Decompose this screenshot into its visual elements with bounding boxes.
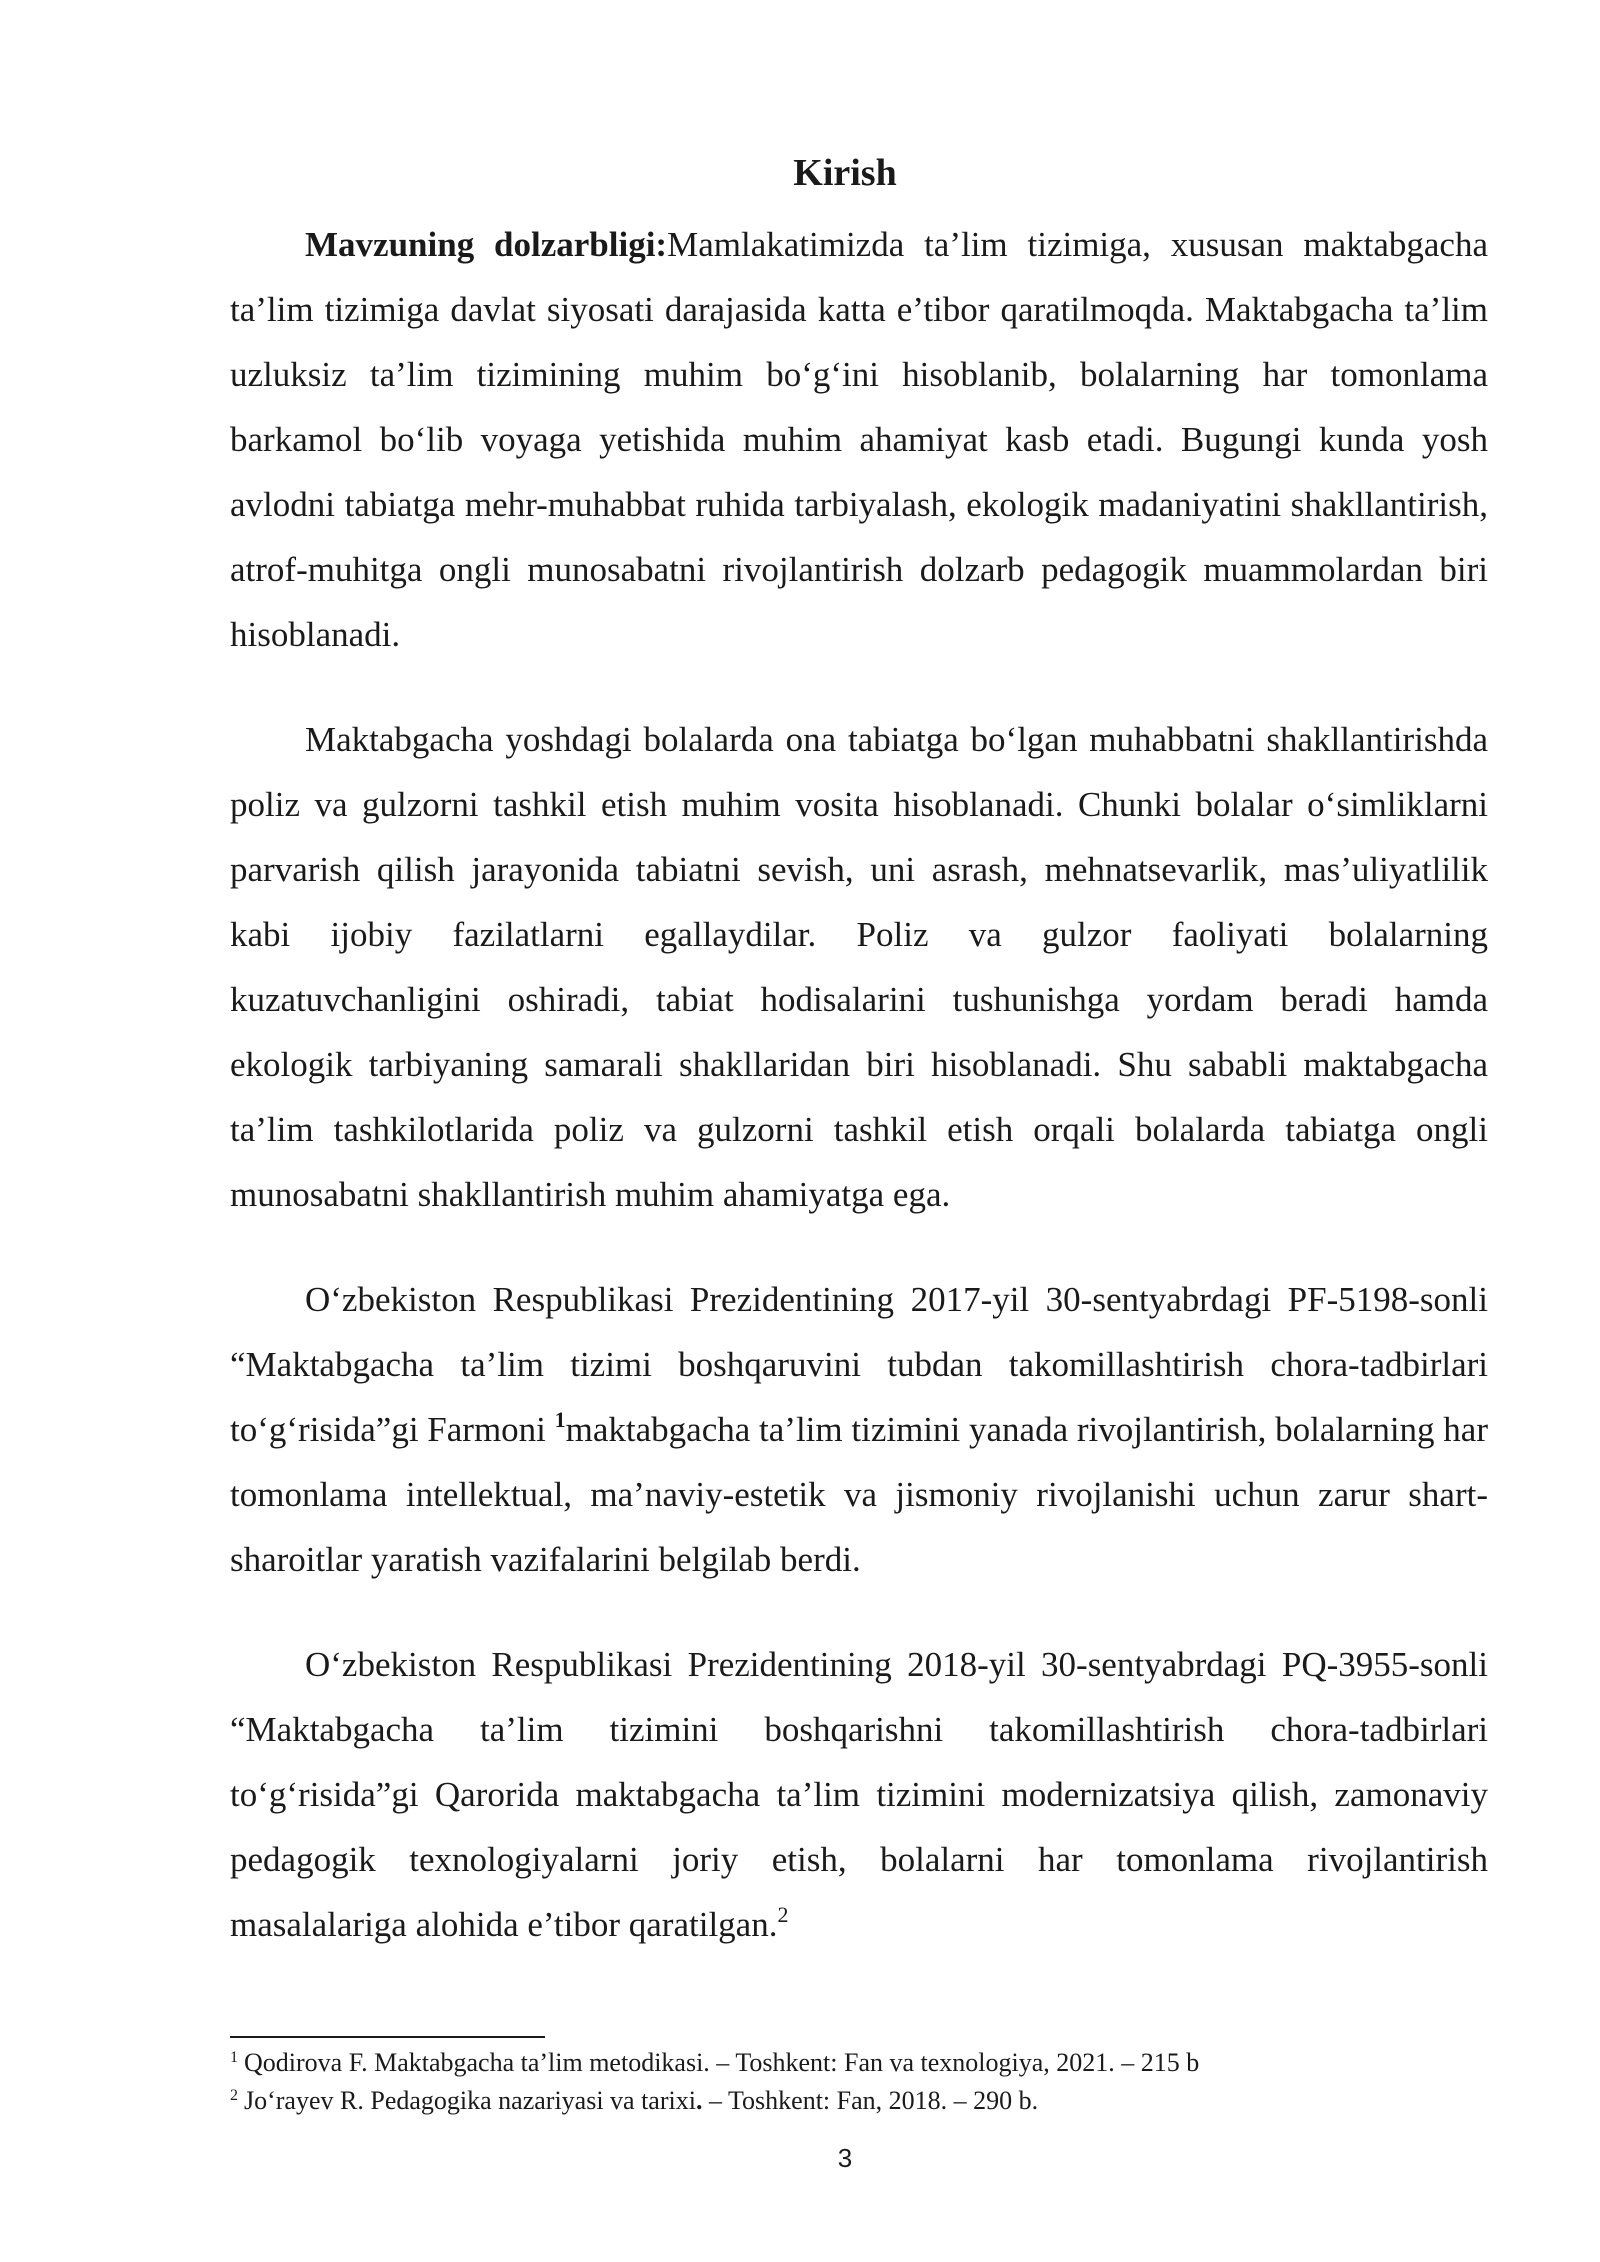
paragraph-relevance — [230, 212, 1488, 667]
paragraph-text: Maktabgacha yoshdagi bolalarda ona tabiatga bo‘lgan muhabbatni shakllantirishda poliz va gulzorni tashkil etish muhim vosita hisoblanadi. Chunki bolalar o‘simliklarni parvarish qilish jarayonida tabiatni sevish, uni asrash, mehnatsevarlik, mas’uliyatlilik kabi ijobiy fazilatlarni egallaydilar. Poliz va gulzor faoliyati bolalarning kuzatuvchanligini oshiradi, tabiat hodisalarini tushunishga yordam beradi hamda ekologik tarbiyaning samarali shakllaridan biri hisoblanadi. Shu sababli maktabgacha ta’lim tashkilotlarida poliz va gulzorni tashkil etish orqali bolalarda tabiatga ongli munosabatni shakllantirish muhim ahamiyatga ega. — [230, 720, 1488, 1214]
footnote-text: Qodirova F. Maktabgacha ta’lim metodikasi. – Toshkent: Fan va texnologiya, 2021. – 215 b — [244, 2048, 1200, 2077]
footnote-number: 1 — [230, 2049, 238, 2066]
paragraph-lead-heading: Mavzuning dolzarbligi: — [305, 225, 668, 264]
paragraph-text: maktabgacha ta’lim tizimini yanada rivojlantirish, bolalarning har tomonlama intellektual, ma’naviy-estetik va jismoniy rivojlanishi uchun zarur shart-sharoitlar yaratish vazifalarini belgilab berdi. — [230, 1410, 1488, 1579]
paragraph-text: O‘zbekiston Respublikasi Prezidentining 2018-yil 30-sentyabrdagi PQ-3955-sonli “Maktabgacha ta’lim tizimini boshqarishni takomillashtirish chora-tadbirlari to‘g‘risida”gi Qarorida maktabgacha ta’lim tizimini modernizatsiya qilish, zamonaviy pedagogik texnologiyalarni joriy etish, bolalarni har tomonlama rivojlantirish masalalariga alohida e’tibor qaratilgan. — [230, 1645, 1488, 1944]
paragraph-text: Mamlakatimizda ta’lim tizimiga, xususan maktabgacha ta’lim tizimiga davlat siyosati darajasida katta e’tibor qaratilmoqda. Maktabgacha ta’lim uzluksiz ta’lim tizimining muhim bo‘g‘ini hisoblanib, bolalarning har tomonlama barkamol bo‘lib voyaga yetishida muhim ahamiyat kasb etadi. Bugungi kunda yosh avlodni tabiatga mehr-muhabbat ruhida tarbiyalash, ekologik madaniyatini shakllantirish, atrof-muhitga ongli munosabatni rivojlantirish dolzarb pedagogik muammolardan biri hisoblanadi. — [230, 225, 1489, 654]
footnote-text-bold: . — [695, 2086, 703, 2115]
paragraph-decree-2017 — [230, 1267, 1488, 1592]
footnote-separator — [230, 2036, 545, 2038]
footnote-number: 2 — [230, 2087, 238, 2104]
footnote-2 — [230, 2082, 1488, 2120]
page-number: 3 — [837, 2143, 853, 2173]
footnote-text: Jo‘rayev R. Pedagogika nazariyasi va tarixi — [244, 2086, 696, 2115]
footnote-text: – Toshkent: Fan, 2018. – 290 b. — [702, 2086, 1039, 2115]
paragraph-resolution-2018 — [230, 1632, 1488, 1957]
page-title: Kirish — [793, 152, 897, 194]
paragraph-garden-importance — [230, 707, 1488, 1227]
paragraph-text: O‘zbekiston Respublikasi Prezidentining 2017-yil 30-sentyabrdagi PF-5198-sonli “Maktabgacha ta’lim tizimi boshqaruvini tubdan takomillashtirish chora-tadbirlari to‘g‘risida”gi Farmoni — [230, 1280, 1488, 1449]
footnote-1 — [230, 2044, 1488, 2082]
footnote-reference-2[interactable]: 2 — [777, 1902, 789, 1927]
footnote-reference-1[interactable]: 1 — [554, 1407, 566, 1432]
footnotes — [230, 2044, 1488, 2120]
